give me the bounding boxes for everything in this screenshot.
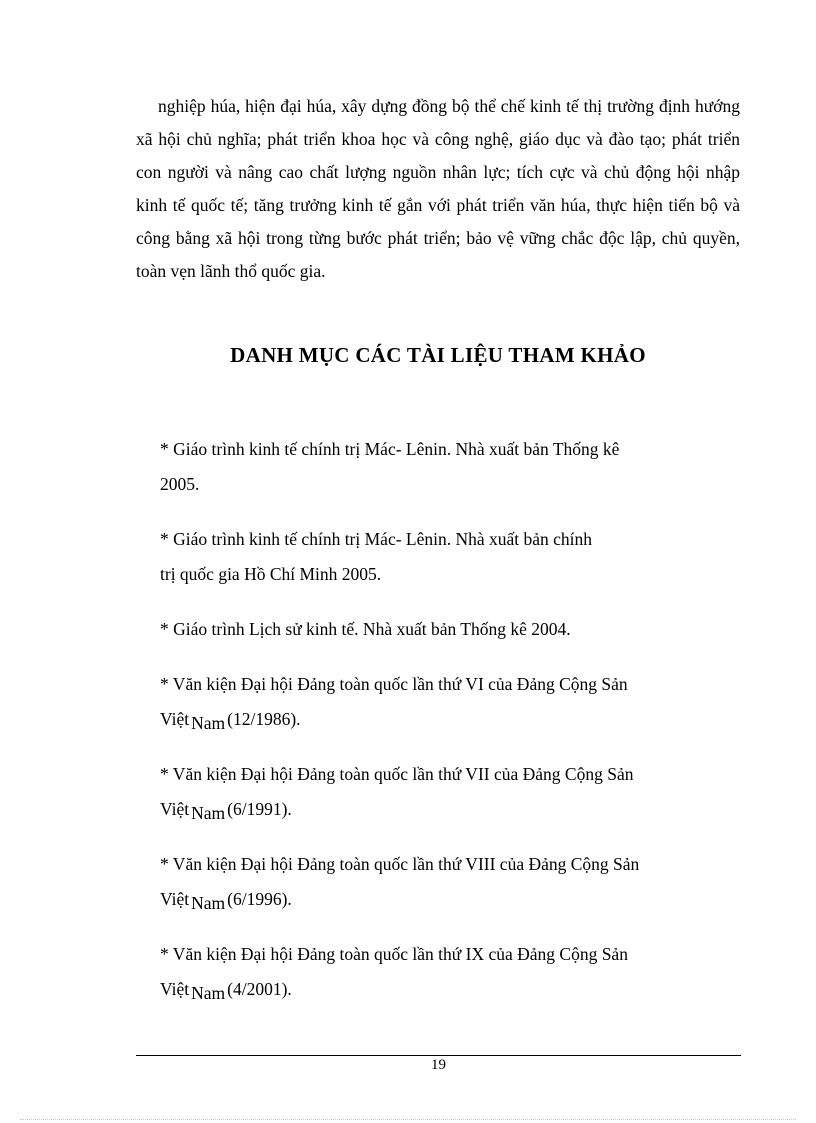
reference-text: Nam [191, 893, 226, 913]
reference-item [160, 432, 700, 502]
reference-line: * Văn kiện Đại hội Đảng toàn quốc lần thứ VIII của Đảng Cộng Sản [160, 854, 640, 874]
reference-text: Nam [191, 803, 226, 823]
reference-line: * Giáo trình kinh tế chính trị Mác- Lênin. Nhà xuất bản Thống kê [160, 439, 620, 459]
reference-text: Nam [191, 983, 226, 1003]
reference-item [160, 937, 700, 1007]
page-bottom-border [20, 1119, 796, 1120]
reference-line: * Văn kiện Đại hội Đảng toàn quốc lần thứ VII của Đảng Cộng Sản [160, 764, 634, 784]
reference-item [160, 847, 700, 917]
reference-text: Việt [160, 889, 190, 909]
reference-text: (4/2001). [227, 979, 292, 999]
reference-text: (6/1996). [227, 889, 292, 909]
reference-item [160, 522, 700, 592]
footer-divider [136, 1055, 741, 1056]
reference-line [160, 792, 700, 827]
reference-text: (12/1986). [227, 709, 301, 729]
reference-line: trị quốc gia Hồ Chí Minh 2005. [160, 564, 382, 584]
reference-line [160, 882, 700, 917]
reference-text: Việt [160, 709, 190, 729]
reference-item [160, 757, 700, 827]
reference-line [160, 702, 700, 737]
reference-text: (6/1991). [227, 799, 292, 819]
reference-line: * Văn kiện Đại hội Đảng toàn quốc lần thứ IX của Đảng Cộng Sản [160, 944, 628, 964]
intro-paragraph: nghiệp húa, hiện đại húa, xây dựng đồng bộ thể chế kinh tế thị trường định hướng xã hội chủ nghĩa; phát triển khoa học và công nghệ, giáo dục và đào tạo; phát triển con người và nâng cao chất lượng nguồn nhân lực; tích cực và chủ động hội nhập kinh tế quốc tế; tăng trưởng kinh tế gắn với phát triển văn húa, thực hiện tiến bộ và công bằng xã hội trong từng bước phát triển; bảo vệ vững chắc độc lập, chủ quyền, toàn vẹn lãnh thổ quốc gia. [136, 96, 740, 281]
reference-item [160, 667, 700, 737]
reference-line: * Giáo trình kinh tế chính trị Mác- Lênin. Nhà xuất bản chính [160, 529, 593, 549]
reference-item [160, 612, 700, 647]
reference-text: Việt [160, 799, 190, 819]
page-number: 19 [431, 1057, 446, 1073]
reference-text: Việt [160, 979, 190, 999]
reference-line: 2005. [160, 474, 200, 494]
references-heading: DANH MỤC CÁC TÀI LIỆU THAM KHẢO [230, 343, 646, 367]
reference-text: Nam [191, 713, 226, 733]
reference-list [160, 432, 700, 1027]
reference-line [160, 972, 700, 1007]
reference-line: * Giáo trình Lịch sử kinh tế. Nhà xuất bản Thống kê 2004. [160, 619, 571, 639]
reference-line: * Văn kiện Đại hội Đảng toàn quốc lần thứ VI của Đảng Cộng Sản [160, 674, 628, 694]
